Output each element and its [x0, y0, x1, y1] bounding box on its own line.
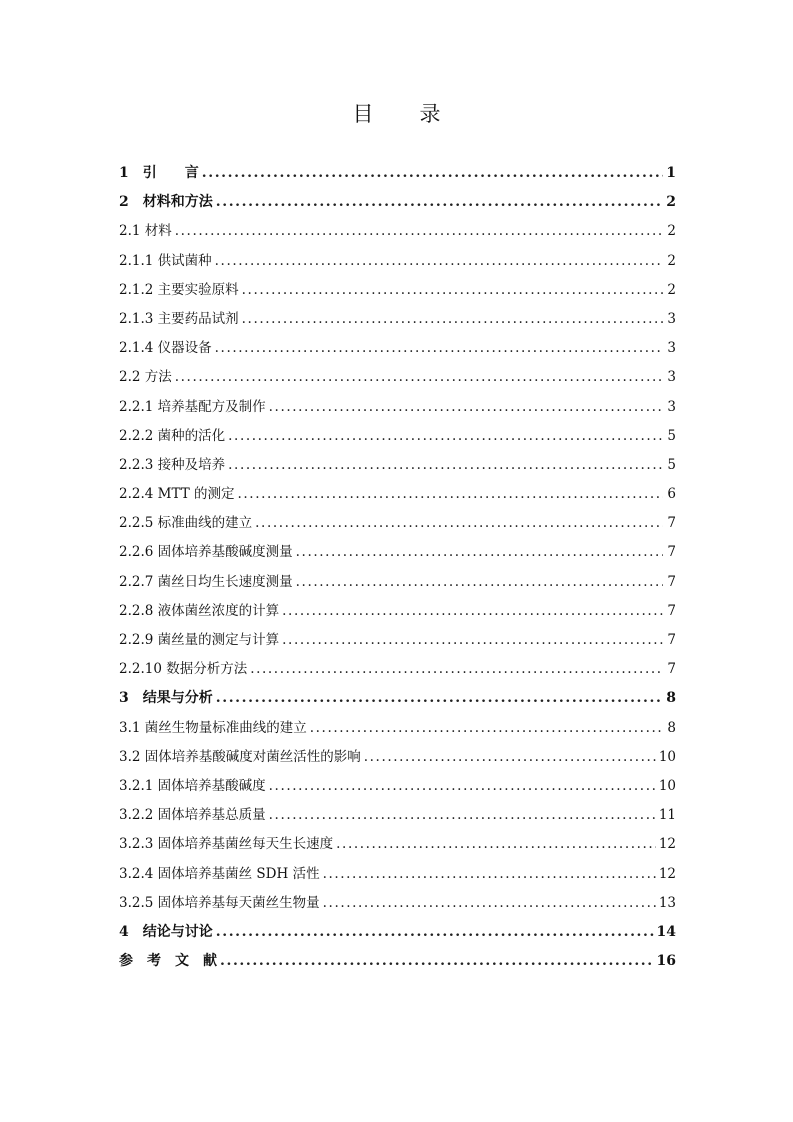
toc-entry-page: 3 [667, 310, 676, 327]
toc-entry-label: 4 结论与讨论 [119, 923, 213, 940]
toc-leader-dots [296, 538, 663, 567]
toc-leader-dots [238, 480, 663, 509]
toc-leader-dots [228, 451, 663, 480]
toc-entry-label: 参 考 文 献 [119, 953, 217, 970]
toc-entry-page: 2 [667, 252, 676, 269]
toc-entry-page: 6 [667, 486, 676, 503]
toc-entry-label: 3.2.3 固体培养基菌丝每天生长速度 [119, 836, 334, 853]
toc-entry-label: 2.1 材料 [119, 223, 172, 240]
toc-entry[interactable] [119, 889, 676, 918]
toc-entry[interactable] [119, 538, 676, 567]
toc-entry-label: 2.2.9 菌丝量的测定与计算 [119, 632, 280, 648]
toc-entry-page: 7 [667, 573, 676, 590]
title-char-2: 录 [419, 102, 441, 126]
toc-entry-label: 1 引 言 [119, 165, 199, 181]
toc-entry-page: 2 [667, 223, 676, 240]
toc-entry-label: 2.2.6 固体培养基酸碱度测量 [119, 544, 293, 561]
toc-leader-dots [220, 947, 654, 976]
toc-entry-page: 3 [667, 340, 676, 357]
toc-leader-dots [269, 772, 656, 801]
toc-leader-dots [175, 363, 663, 392]
toc-entry-label: 3.2.5 固体培养基每天菌丝生物量 [119, 894, 320, 911]
toc-leader-dots [282, 626, 663, 655]
toc-entry-page: 12 [658, 865, 676, 882]
toc-entry[interactable] [119, 597, 676, 626]
toc-entry-page: 7 [667, 515, 676, 532]
toc-leader-dots [269, 801, 656, 830]
toc-entry-label: 3.2.4 固体培养基菌丝 SDH 活性 [119, 865, 320, 882]
toc-leader-dots [282, 597, 663, 626]
toc-leader-dots [242, 305, 663, 334]
toc-leader-dots [215, 247, 663, 276]
toc-leader-dots [250, 655, 663, 684]
toc-entry-label: 2.2 方法 [119, 369, 172, 386]
toc-entry-label: 3.1 菌丝生物量标准曲线的建立 [119, 719, 307, 736]
toc-leader-dots [323, 889, 656, 918]
toc-leader-dots [255, 509, 663, 538]
toc-entry[interactable] [119, 305, 676, 334]
toc-entry[interactable] [119, 860, 676, 889]
toc-entry[interactable] [119, 714, 676, 743]
table-of-contents [119, 159, 676, 976]
title-char-1: 目 [352, 102, 374, 126]
toc-entry-label: 2.2.10 数据分析方法 [119, 661, 248, 678]
toc-entry-label: 2.1.4 仪器设备 [119, 340, 212, 357]
toc-entry-page: 7 [667, 632, 676, 648]
toc-entry-label: 2.1.1 供试菌种 [119, 252, 212, 269]
toc-entry-label: 2.1.3 主要药品试剂 [119, 310, 239, 327]
toc-leader-dots [296, 568, 663, 597]
toc-entry-label: 2.2.2 菌种的活化 [119, 427, 226, 444]
toc-entry-label: 3.2 固体培养基酸碱度对菌丝活性的影响 [119, 748, 361, 765]
toc-leader-dots [202, 159, 663, 188]
toc-entry-page: 1 [666, 165, 676, 181]
toc-leader-dots [216, 918, 654, 947]
toc-leader-dots [242, 276, 663, 305]
toc-entry-page: 14 [656, 923, 676, 940]
toc-entry[interactable] [119, 480, 676, 509]
toc-leader-dots [323, 860, 656, 889]
toc-leader-dots [216, 188, 663, 217]
toc-entry[interactable] [119, 684, 676, 713]
toc-leader-dots [336, 830, 656, 859]
toc-entry-page: 2 [667, 281, 676, 298]
toc-leader-dots [175, 217, 663, 246]
toc-entry[interactable] [119, 509, 676, 538]
toc-entry-label: 2.2.4 MTT 的测定 [119, 486, 235, 503]
toc-entry-page: 12 [658, 836, 676, 853]
toc-entry[interactable] [119, 918, 676, 947]
toc-entry-label: 3.2.1 固体培养基酸碱度 [119, 777, 266, 794]
toc-entry[interactable] [119, 655, 676, 684]
toc-entry[interactable] [119, 801, 676, 830]
toc-entry-label: 2.2.5 标准曲线的建立 [119, 515, 253, 532]
toc-entry-label: 2.1.2 主要实验原料 [119, 281, 239, 298]
toc-leader-dots [269, 393, 663, 422]
toc-entry[interactable] [119, 422, 676, 451]
toc-entry[interactable] [119, 772, 676, 801]
toc-entry-page: 10 [658, 748, 676, 765]
toc-entry-label: 2.2.3 接种及培养 [119, 456, 226, 473]
toc-entry[interactable] [119, 393, 676, 422]
toc-entry[interactable] [119, 159, 676, 188]
toc-entry-page: 13 [658, 894, 676, 911]
toc-entry-label: 2 材料和方法 [119, 194, 213, 211]
toc-leader-dots [364, 743, 656, 772]
toc-entry[interactable] [119, 626, 676, 655]
toc-entry-page: 5 [667, 427, 676, 444]
toc-entry[interactable] [119, 276, 676, 305]
toc-entry[interactable] [119, 188, 676, 217]
toc-entry[interactable] [119, 947, 676, 976]
toc-entry-page: 5 [667, 456, 676, 473]
toc-entry[interactable] [119, 334, 676, 363]
toc-entry[interactable] [119, 217, 676, 246]
toc-entry[interactable] [119, 451, 676, 480]
toc-entry[interactable] [119, 247, 676, 276]
page-title [0, 98, 793, 128]
toc-entry-page: 11 [658, 807, 676, 824]
toc-leader-dots [216, 684, 663, 713]
toc-entry-page: 7 [667, 661, 676, 678]
toc-entry-page: 8 [666, 690, 676, 707]
toc-entry[interactable] [119, 743, 676, 772]
toc-leader-dots [228, 422, 663, 451]
toc-entry-page: 8 [667, 719, 676, 736]
toc-entry-label: 2.2.7 菌丝日均生长速度测量 [119, 573, 293, 590]
toc-entry-page: 7 [667, 602, 676, 619]
toc-entry[interactable] [119, 830, 676, 859]
toc-entry-label: 2.2.8 液体菌丝浓度的计算 [119, 602, 280, 619]
toc-entry-page: 7 [667, 544, 676, 561]
toc-entry-page: 3 [667, 398, 676, 415]
toc-entry-page: 16 [656, 953, 676, 970]
toc-entry-page: 10 [658, 777, 676, 794]
toc-entry[interactable] [119, 568, 676, 597]
toc-entry[interactable] [119, 363, 676, 392]
toc-entry-label: 3 结果与分析 [119, 690, 213, 707]
toc-entry-page: 2 [666, 194, 676, 211]
toc-leader-dots [215, 334, 663, 363]
toc-entry-label: 2.2.1 培养基配方及制作 [119, 398, 266, 415]
toc-entry-page: 3 [667, 369, 676, 386]
toc-leader-dots [310, 714, 663, 743]
toc-entry-label: 3.2.2 固体培养基总质量 [119, 807, 266, 824]
